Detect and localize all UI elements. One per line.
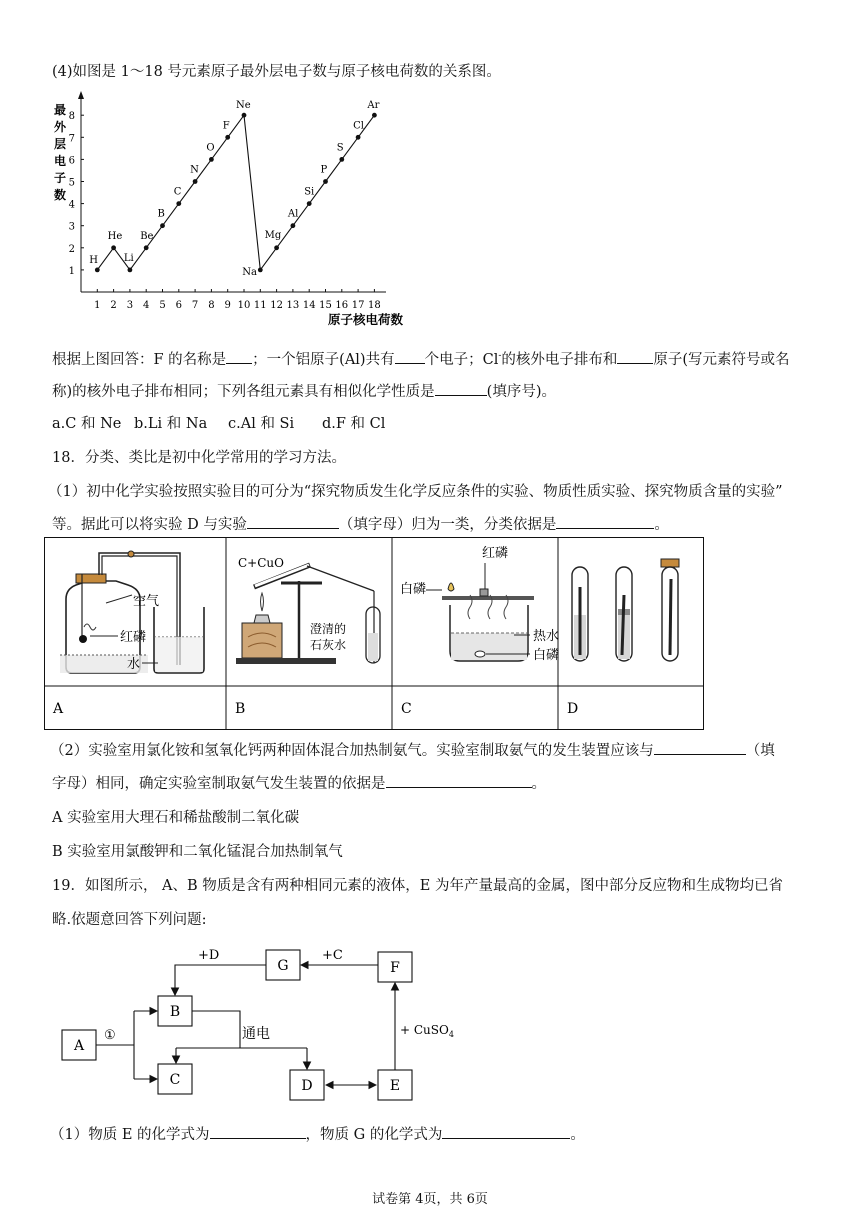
svg-text:+C: +C — [322, 948, 343, 963]
q4-line1: 根据上图回答：F 的名称是 ；一个铝原子(Al)共有 个电子；Cl-的核外电子排布和 原子(写元素符号或名 — [52, 348, 790, 369]
svg-text:石灰水: 石灰水 — [310, 638, 347, 652]
option-d: d.F 和 Cl — [322, 416, 386, 432]
x-tick-label: 10 — [237, 300, 251, 311]
svg-text:E: E — [389, 1078, 401, 1094]
y-axis-label — [54, 102, 67, 202]
figure-c-apparatus — [400, 545, 559, 663]
answer-blank-f[interactable] — [226, 348, 252, 364]
data-point — [95, 268, 100, 273]
x-tick-label: 11 — [253, 300, 267, 311]
y-axis-label-char: 子 — [54, 171, 67, 185]
x-tick-label: 14 — [302, 300, 316, 311]
data-point — [323, 179, 328, 184]
x-tick-label: 4 — [143, 300, 150, 311]
q18-p2-line1: （2）实验室用氯化铵和氢氧化钙两种固体混合加热制氨气。实验室制取氨气的发生装置应该与 （填 — [50, 739, 775, 760]
point-label: Ar — [367, 100, 380, 112]
point-label: Si — [304, 186, 315, 198]
x-tick-label: 16 — [335, 300, 349, 311]
svg-text:B: B — [169, 1004, 181, 1020]
svg-text:G: G — [277, 958, 289, 974]
figure-d-apparatus — [572, 559, 679, 661]
point-label: H — [89, 254, 99, 266]
q19-answer-line: （1）物质 E 的化学式为 ，物质 G 的化学式为 。 — [50, 1123, 585, 1144]
data-point — [209, 157, 214, 162]
svg-text:C+CuO: C+CuO — [238, 556, 284, 570]
x-tick-label: 8 — [208, 300, 215, 311]
data-point — [356, 135, 361, 140]
y-axis-arrow — [78, 91, 84, 99]
y-tick-label: 8 — [68, 111, 75, 123]
edge-b-electrolysis — [192, 1011, 240, 1048]
option-a: a.C 和 Ne — [52, 416, 122, 432]
data-point — [111, 245, 116, 250]
data-point — [339, 157, 344, 162]
point-label: S — [336, 142, 344, 154]
q4-options — [52, 412, 385, 433]
answer-blank-basis[interactable] — [556, 513, 654, 529]
q18-p1-line1: （1）初中化学实验按照实验目的可分为“探究物质发生化学反应条件的实验、物质性质实验、探究物质含量的实验” — [48, 484, 783, 500]
experiment-table — [44, 537, 704, 730]
answer-blank-device[interactable] — [654, 739, 746, 755]
y-tick-label: 5 — [68, 177, 75, 189]
q19-line1: 19．如图所示， A、B 物质是含有两种相同元素的液体，E 为年产量最高的金属，图中部分反应物和生成物均已省 — [52, 878, 783, 894]
option-b: b.Li 和 Na — [134, 416, 208, 432]
q18-option-a: A 实验室用大理石和稀盐酸制二氧化碳 — [52, 810, 300, 826]
point-label: P — [320, 164, 328, 176]
point-label: C — [173, 186, 182, 198]
data-point — [144, 245, 149, 250]
x-tick-label: 15 — [319, 300, 332, 311]
svg-text:澄清的: 澄清的 — [310, 622, 347, 636]
page-footer: 试卷第 4页，共 6页 — [372, 1192, 488, 1207]
y-axis-label-char: 层 — [54, 137, 67, 151]
q18-title: 18．分类、类比是初中化学常用的学习方法。 — [52, 450, 346, 466]
x-tick-label: 2 — [110, 300, 117, 311]
point-label: B — [157, 208, 165, 220]
point-label: O — [206, 142, 215, 154]
electron-chart — [44, 86, 424, 334]
x-tick-label: 9 — [224, 300, 231, 311]
answer-blank-cl[interactable] — [617, 348, 653, 364]
x-tick-label: 13 — [286, 300, 300, 311]
point-label: Cl — [353, 120, 364, 132]
table-label-c: C — [401, 701, 412, 717]
y-tick-label: 1 — [68, 265, 75, 277]
y-tick-label: 6 — [68, 155, 75, 167]
x-tick-label: 5 — [159, 300, 166, 311]
svg-text:F: F — [390, 960, 400, 976]
reaction-flow-diagram — [56, 940, 496, 1110]
y-tick-label: 3 — [68, 221, 75, 233]
point-label: Na — [242, 266, 258, 278]
svg-text:D: D — [301, 1078, 313, 1094]
data-point — [225, 135, 230, 140]
x-tick-label: 17 — [351, 300, 365, 311]
y-tick-label: 7 — [68, 133, 75, 145]
svg-text:+ CuSO4: + CuSO$_4$ — [400, 1023, 454, 1039]
svg-text:+D: +D — [198, 948, 220, 963]
svg-text:热水: 热水 — [533, 629, 560, 644]
table-label-d: D — [567, 701, 579, 717]
x-tick-label: 7 — [191, 300, 199, 311]
point-label: F — [222, 120, 230, 132]
svg-text:A: A — [73, 1038, 85, 1054]
svg-text:红磷: 红磷 — [482, 546, 509, 561]
point-label: Al — [287, 208, 299, 220]
point-label: N — [190, 164, 199, 176]
table-label-b: B — [235, 701, 246, 717]
x-tick-label: 12 — [270, 300, 283, 311]
x-axis-label: 原子核电荷数 — [328, 312, 404, 327]
option-c: c.Al 和 Si — [228, 416, 295, 432]
point-label: Li — [123, 252, 134, 264]
svg-text:水: 水 — [127, 657, 141, 672]
data-point — [258, 268, 263, 273]
q4-intro: (4)如图是 1～18 号元素原子最外层电子数与原子核电荷数的关系图。 — [52, 64, 501, 80]
y-tick-label: 2 — [68, 243, 75, 255]
series-line — [97, 115, 374, 270]
answer-blank-exp[interactable] — [247, 513, 339, 529]
answer-blank-similar[interactable] — [435, 380, 487, 396]
svg-text:①: ① — [104, 1028, 116, 1043]
data-point — [193, 179, 198, 184]
svg-text:通电: 通电 — [242, 1026, 270, 1042]
data-point — [242, 113, 247, 118]
x-tick-label: 1 — [94, 300, 101, 311]
data-point — [274, 245, 279, 250]
point-label: He — [107, 230, 123, 242]
q18-p2-line2: 字母）相同，确定实验室制取氨气发生装置的依据是 。 — [52, 772, 546, 793]
table-label-a: A — [53, 701, 64, 717]
point-label: Be — [140, 230, 154, 242]
y-tick-label: 4 — [68, 199, 75, 211]
data-point — [176, 201, 181, 206]
x-tick-label: 6 — [175, 300, 182, 311]
q18-option-b: B 实验室用氯酸钾和二氧化锰混合加热制氧气 — [52, 844, 343, 860]
y-axis-label-char: 电 — [54, 154, 67, 168]
y-axis-label-char: 最 — [54, 103, 67, 117]
q4-line2: 称)的核外电子排布相同；下列各组元素具有相似化学性质是 (填序号)。 — [52, 380, 556, 401]
svg-text:C: C — [169, 1072, 181, 1088]
y-axis-label-char: 外 — [54, 120, 67, 134]
edge-g-b — [175, 965, 266, 995]
svg-text:白磷: 白磷 — [400, 582, 427, 597]
figure-b-apparatus — [236, 556, 380, 664]
data-point — [291, 223, 296, 228]
x-tick-label: 3 — [126, 300, 134, 311]
y-axis-label-char: 数 — [54, 188, 67, 202]
answer-blank-g[interactable] — [442, 1123, 570, 1139]
point-label: Ne — [236, 100, 251, 112]
x-tick-label: 18 — [368, 300, 381, 311]
svg-text:白磷: 白磷 — [533, 648, 560, 663]
q19-line2: 略.依题意回答下列问题: — [52, 912, 207, 928]
point-label: Mg — [264, 229, 282, 241]
answer-blank-e[interactable] — [210, 1123, 306, 1139]
data-point — [128, 268, 133, 273]
svg-text:空气: 空气 — [133, 594, 160, 609]
svg-text:红磷: 红磷 — [120, 630, 147, 645]
data-point — [307, 201, 312, 206]
data-point — [372, 113, 377, 118]
data-point — [160, 223, 165, 228]
q18-p1-line2: 等。据此可以将实验 D 与实验 （填字母）归为一类，分类依据是 。 — [52, 513, 669, 534]
answer-blank-al[interactable] — [395, 348, 425, 364]
figure-a-apparatus — [60, 551, 204, 673]
answer-blank-reason[interactable] — [386, 772, 532, 788]
